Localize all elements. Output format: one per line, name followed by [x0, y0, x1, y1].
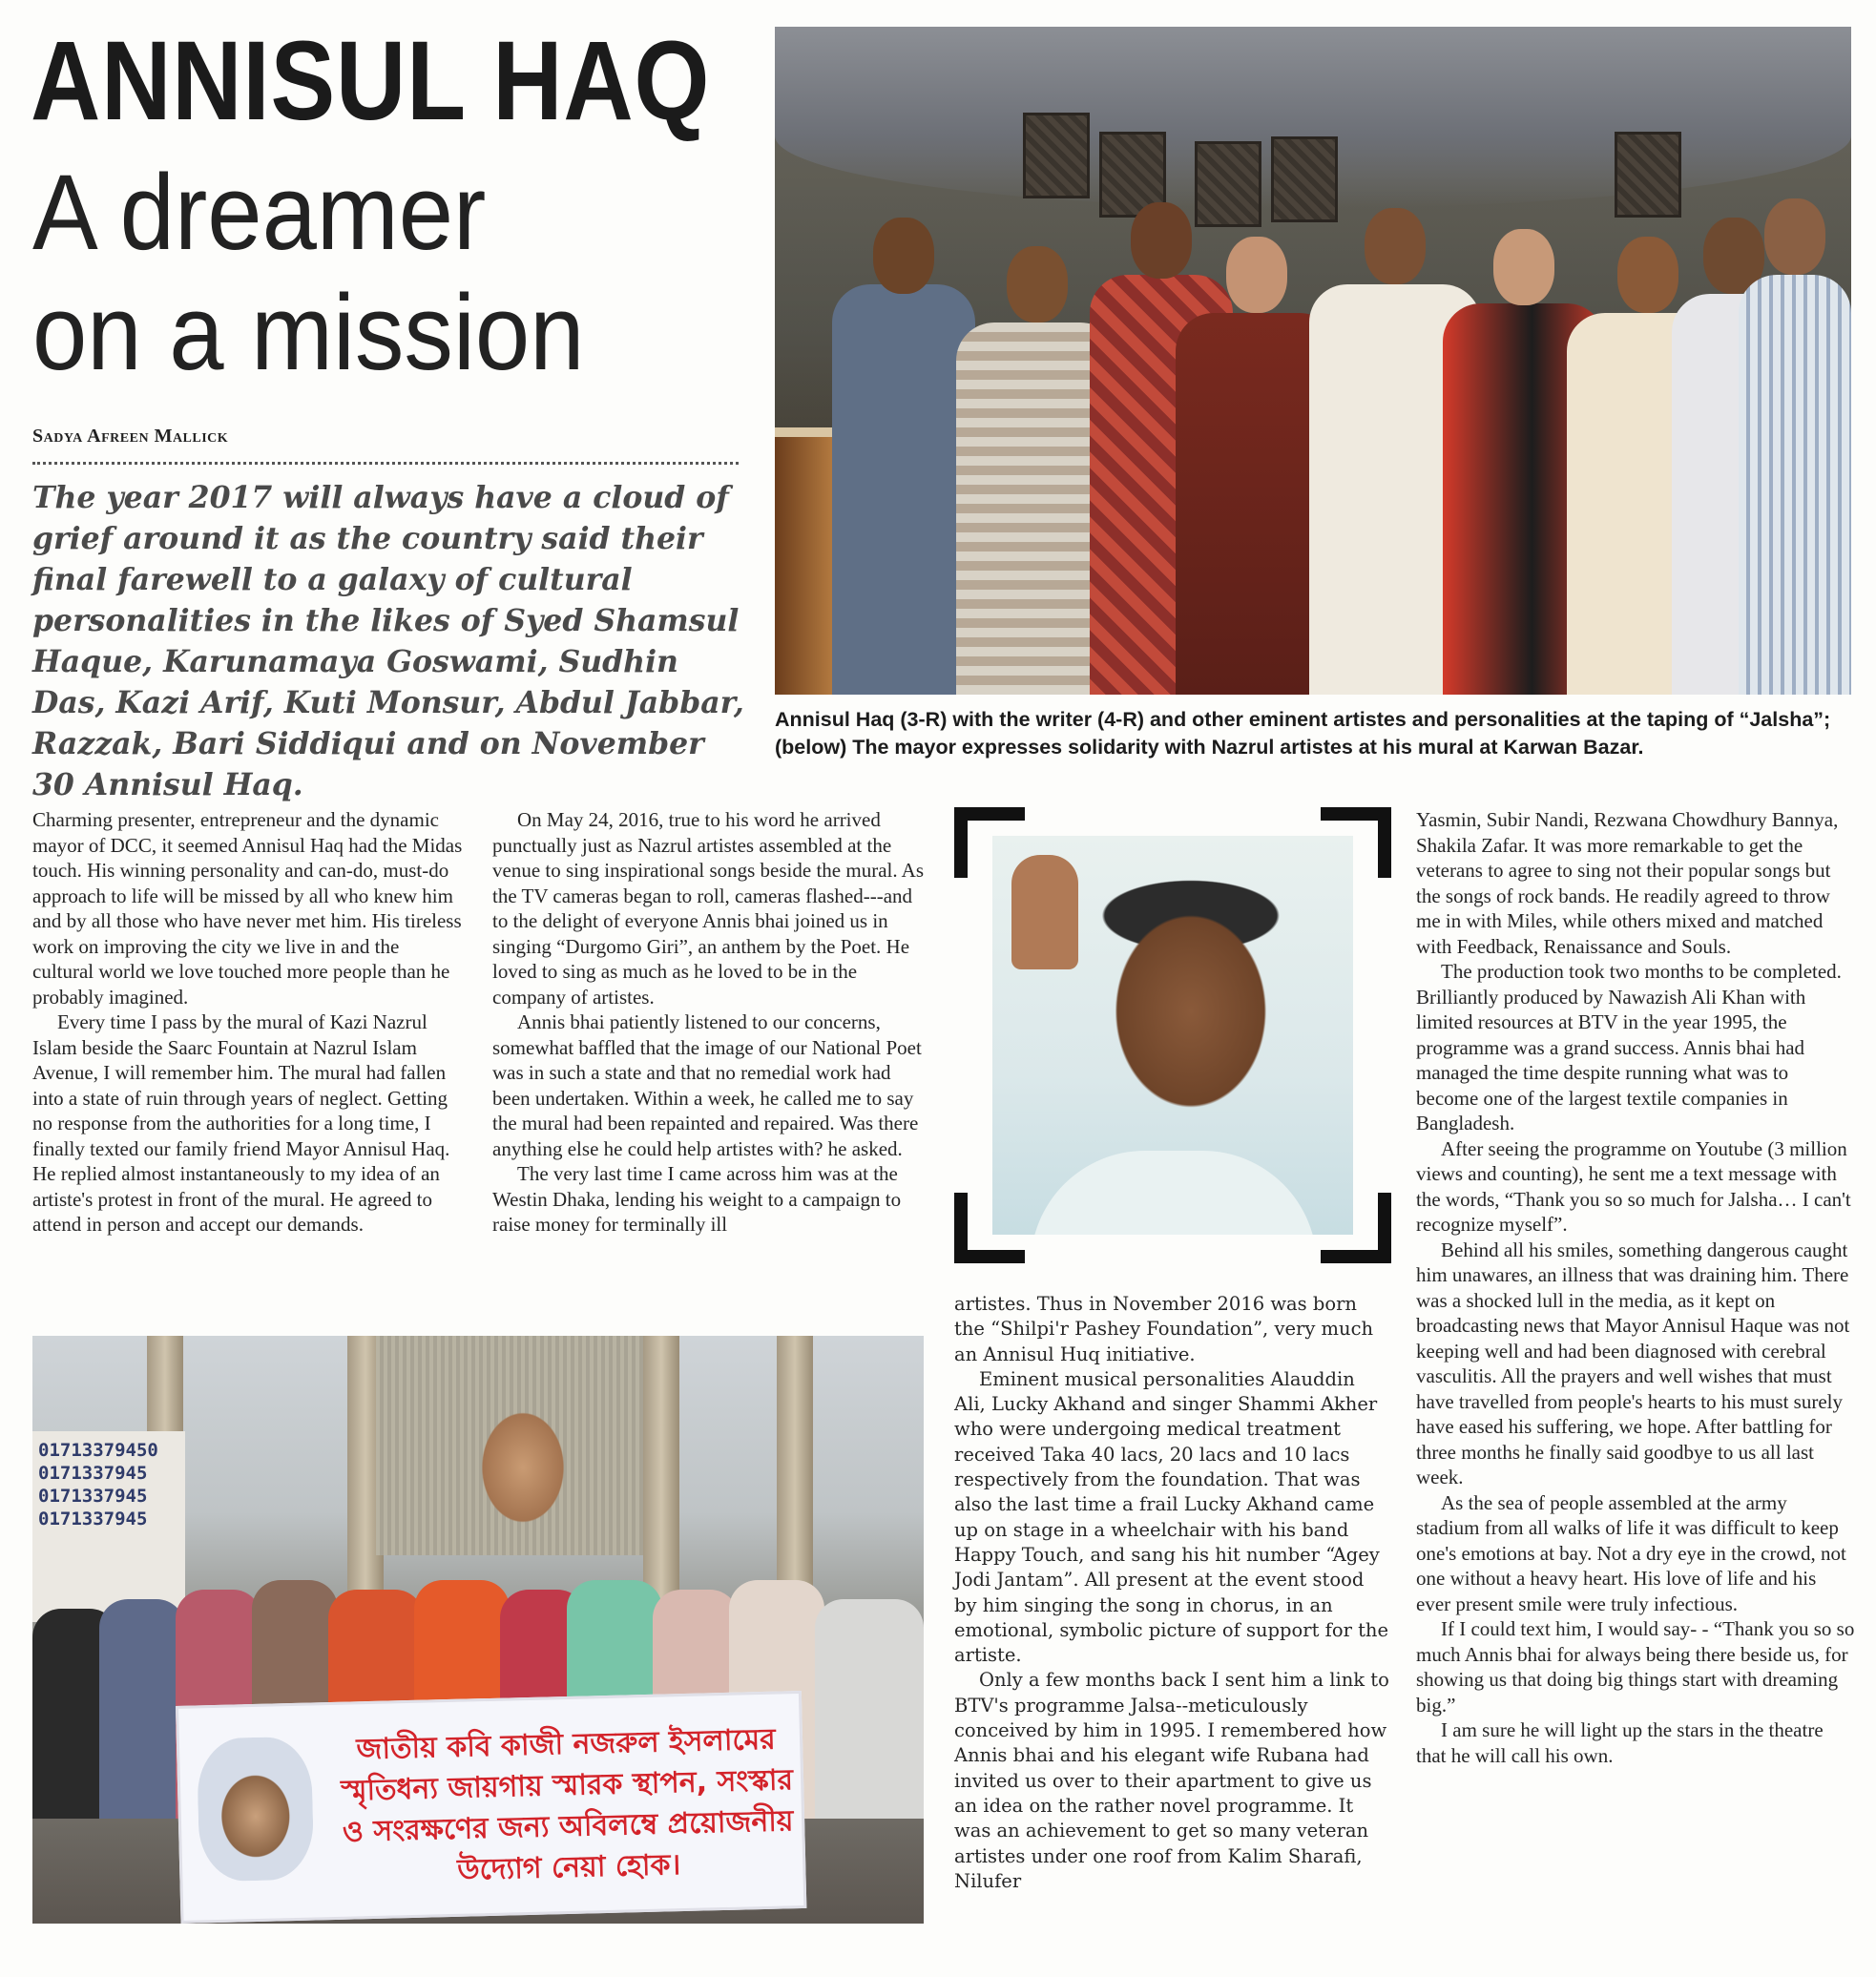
raised-hand — [1011, 855, 1078, 969]
shirt — [1031, 1151, 1317, 1235]
protest-banner — [176, 1691, 806, 1924]
article-paragraph: The production took two months to be completed. Brilliantly produced by Nawazish Ali Khan with limited resources at BTV in the year 1995, the programme was a grand success. Annis bhai had managed the time despite running what was to become one of the largest textile companies in Bangladesh. — [1416, 960, 1842, 1134]
crowd-person — [99, 1599, 185, 1819]
article-paragraph: On May 24, 2016, true to his word he arrived punctually just as Nazrul artistes assembled at the venue to sing inspirational songs beside the mural. As the TV cameras began to roll, cameras flashed---and to the delight of everyone Annis bhai joined us in singing “Durgomo Giri”, an anthem by the Poet. He loved to sing as much as he loved to be in the company of artistes. — [492, 808, 925, 1009]
wall-art-panel — [1615, 132, 1681, 218]
article-paragraph: artistes. Thus in November 2016 was born the “Shilpi'r Pashey Foundation”, very much an Annisul Huq initiative. — [954, 1293, 1374, 1365]
article-paragraph: I am sure he will light up the stars in the theatre that he will call his own. — [1416, 1718, 1824, 1767]
phone-number: 01713379450 — [38, 1440, 158, 1461]
person-figure — [832, 284, 975, 695]
banner-portrait — [197, 1737, 315, 1883]
headline — [32, 153, 699, 393]
article-paragraph: Annis bhai patiently listened to our concerns, somewhat baffled that the image of our National Poet was in such a state and that no remedial work had been undertaken. Within a week, he called me to say the mural had been repainted and repaired. Was there anything else he could help artistes with? he asked. — [492, 1010, 922, 1160]
wall-art-panel — [1271, 136, 1338, 222]
article-paragraph: As the sea of people assembled at the army stadium from all walks of life it was difficult to keep one's emotions at bay. Not a dry eye in the crowd, not one without a heavy heart. His love of life and his ever present smile were truly infectious. — [1416, 1490, 1846, 1615]
article-paragraph: Only a few months back I sent him a link to BTV's programme Jalsa--meticulously conceived by him in 1995. I remembered how Annis bhai and his elegant wife Rubana had invited us over to their apartment to give us an idea on the rather novel programme. It was an achievement to get so many veteran artistes under one roof from Kalim Sharafi, Nilufer — [954, 1669, 1389, 1892]
article-paragraph: After seeing the programme on Youtube (3 million views and counting), he sent me a text message with the words, “Thank you so so much for Jalsha… I can't recognize myself”. — [1416, 1136, 1851, 1236]
article-column-1 — [32, 807, 464, 1238]
crowd-person — [815, 1599, 924, 1819]
phone-number: 0171337945 — [38, 1486, 148, 1507]
nazrul-mural — [376, 1336, 643, 1555]
article-column-3 — [954, 1292, 1389, 1894]
kicker-title: ANNISUL HAQ — [31, 18, 711, 144]
article-paragraph: The very last time I came across him was at the Westin Dhaka, lending his weight to a campaign to raise money for terminally ill — [492, 1162, 902, 1236]
article-column-4 — [1416, 807, 1855, 1768]
portrait-frame — [954, 807, 1391, 1263]
article-paragraph: Yasmin, Subir Nandi, Rezwana Chowdhury Bannya, Shakila Zafar. It was more remarkable to get the veterans to agree to sing not their popular songs but the songs of rock bands. He readily agreed to throw me in with Miles, while others mixed and matched with Feedback, Renaissance and Souls. — [1416, 808, 1839, 958]
article-paragraph: Charming presenter, entrepreneur and the dynamic mayor of DCC, it seemed Annisul Haq had the Midas touch. His winning personality and can-do, must-do approach to life will be missed by all who knew him and by all those who have never met him. His tireless work on improving the city we live in and the cultural world we love touched more people than he probably imagined. — [32, 808, 463, 1009]
wall-art-panel — [1023, 113, 1090, 198]
phone-number: 0171337945 — [38, 1463, 148, 1484]
headline-line-2: on a mission — [32, 273, 585, 392]
photo-jalsha-group — [775, 27, 1851, 695]
phone-number: 0171337945 — [38, 1509, 148, 1530]
article-paragraph: Behind all his smiles, something dangerous caught him unawares, an illness that was draining him. There was a shocked lull in the media, as it kept on broadcasting news that Mayor Annisul Haque was not keeping well and had been diagnosed with cerebral vasculitis. All the prayers and well wishes that must have travelled from people's hearts to his must surely have eased his suffering, we hope. After battling for three months he finally said goodbye to us all last week. — [1416, 1238, 1850, 1488]
article-paragraph: Every time I pass by the mural of Kazi Nazrul Islam beside the Saarc Fountain at Nazrul Islam Avenue, I will remember him. The mural had fallen into a state of ruin through years of neglect. Getting no response from the authorities for a long time, I finally texted our family friend Mayor Annisul Haq. He replied almost instantaneously to my idea of an artiste's protest in front of the mural. He agreed to attend in person and accept our demands. — [32, 1010, 450, 1236]
article-paragraph: Eminent musical personalities Alauddin Ali, Lucky Akhand and singer Shammi Akher who were undergoing medical treatment received Taka 40 lacs, 20 lacs and 10 lacs respectively from the foundation. That was also the last time a frail Lucky Akhand came up on stage in a wheelchair with his band Happy Touch, and sang his hit number “Agey Jodi Jantam”. All present at the event stood by him singing the song in chorus, in an emotional, symbolic picture of support for the artiste. — [954, 1367, 1389, 1667]
headline-line-1: A dreamer — [32, 153, 487, 272]
byline: Sadya Afreen Mallick — [32, 426, 229, 447]
dotted-divider — [32, 462, 739, 465]
person-figure — [1739, 275, 1851, 695]
portrait-annisul-haq — [992, 836, 1353, 1235]
article-column-2 — [492, 807, 926, 1238]
intro-standfirst: The year 2017 will always have a cloud of grief around it as the country said their final farewell to a galaxy of cultural personalities in the likes of Syed Shamsul Haque, Karunamaya Goswami, Sudhin Das, Kazi Arif, Kuti Monsur, Abdul Jabbar, Razzak, Bari Siddiqui and on November 30 Annisul Haq. — [32, 480, 744, 802]
banner-text: জাতীয় কবি কাজী নজরুল ইসলামের স্মৃতিধন্য জায়গায় স্মারক স্থাপন, সংস্কার ও সংরক্ষণের জন্য অবিলম্বে প্রয়োজনীয় উদ্যোগ নেয়া হোক। — [340, 1722, 794, 1887]
wall-art-panel — [1195, 141, 1261, 227]
phone-number-board — [32, 1431, 185, 1622]
photo-nazrul-mural-protest — [32, 1336, 924, 1924]
article-paragraph: If I could text him, I would say- - “Thank you so so much Annis bhai for always being there beside us, for showing us that doing big things start with dreaming big.” — [1416, 1617, 1855, 1717]
photo-caption: Annisul Haq (3-R) with the writer (4-R) and other eminent artistes and personalities at the taping of “Jalsha”; (below) The mayor expresses solidarity with Nazrul artistes at his mural at Karwan Bazar. — [775, 708, 1831, 759]
